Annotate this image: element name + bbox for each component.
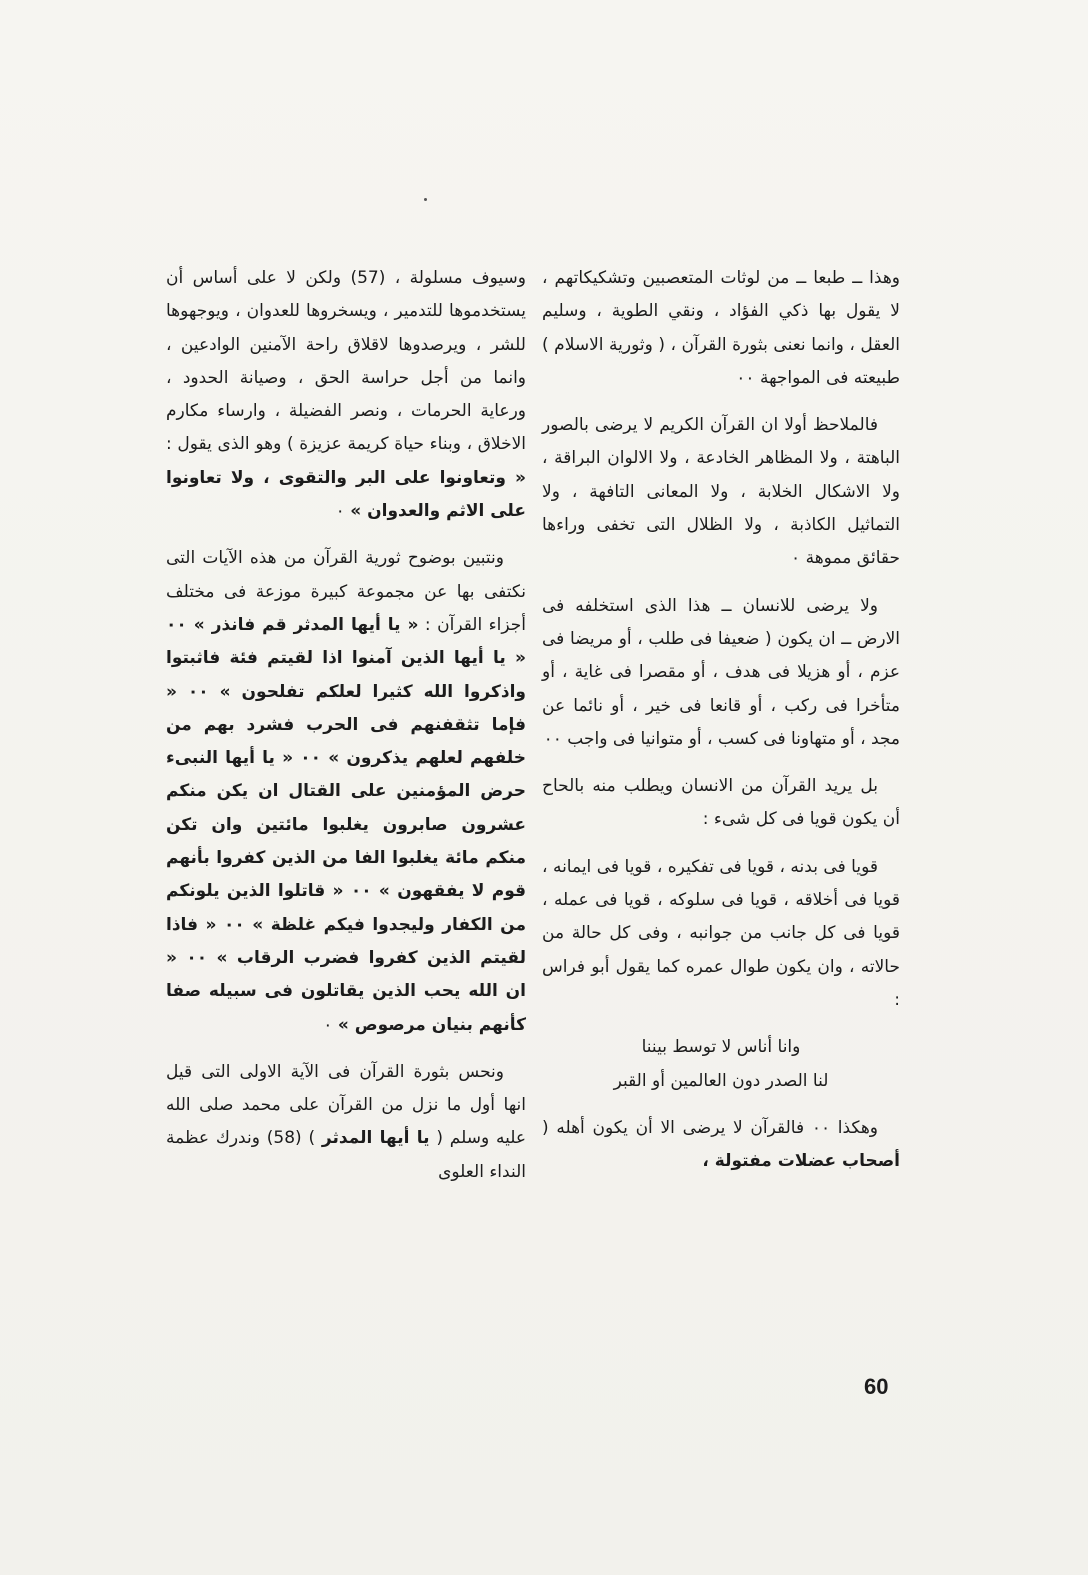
paragraph-text: ) (58) وندرك عظمة النداء العلوى [166, 1128, 526, 1182]
bold-text: أصحاب عضلات مفتولة ، [702, 1151, 900, 1172]
paragraph: قويا فى بدنه ، قويا فى تفكيره ، قويا فى ايمانه ، قويا فى أخلاقه ، قويا فى سلوكه ، قويا فى عمله ، قويا فى كل جانب من جوانبه ، وفى كل حالة من حالاته ، وان يكون طوال عمره كما يقول أبو فراس : [542, 856, 900, 1010]
paragraph-text: ونحس بثورة القرآن فى الآية الاولى التى قيل انها أول ما نزل من القرآن على محمد صلى الله عليه وسلم ( [166, 1061, 526, 1149]
page-number: 60 [864, 1374, 889, 1399]
quran-verse-bold: « وتعاونوا على البر والتقوى ، ولا تعاونوا على الاثم والعدوان » [166, 467, 526, 522]
paragraph [542, 1112, 900, 1179]
quran-verse-bold: يا أيها المدثر [321, 1128, 430, 1149]
poem-verse [542, 1031, 900, 1064]
paragraph [166, 542, 526, 1041]
print-speck [424, 198, 427, 201]
left-text-column [166, 262, 526, 1203]
verse-line: وانا أناس لا توسط بيننا [641, 1037, 801, 1058]
paragraph-text: ونتبين بوضوح ثورية القرآن من هذه الآيات التى نكتفى بها عن مجموعة كبيرة موزعة فى مختلف أجزاء القرآن : [166, 548, 526, 635]
paragraph-text: ٠ [335, 501, 351, 522]
paragraph-text: وسيوف مسلولة ، (57) ولكن لا على أساس أن يستخدموها للتدمير ، ويسخروها للعدوان ، ويوجهوها للشر ، ويرصدوها لاقلاق راحة الآمنين الوادعين ، وانما من أجل حراسة الحق ، وصيانة الحدود ، ورعاية الحرمات ، ونصر الفضيلة ، وارساء مكارم الاخلاق ، وبناء حياة كريمة عزيزة ) وهو الذى يقول : [166, 268, 526, 455]
poem-verse [542, 1065, 900, 1098]
right-text-column [542, 262, 900, 1192]
paragraph: ولا يرضى للانسان ــ هذا الذى استخلفه فى الارض ــ ان يكون ( ضعيفا فى طلب ، أو مريضا فى عزم ، أو هزيلا فى هدف ، أو مقصرا فى غاية ، أو متأخرا فى ركب ، أو قانعا فى خير ، أو نائما عن مجد ، أو متهاونا فى كسب ، أو متوانيا فى واجب ٠٠ [542, 595, 900, 749]
paragraph [166, 262, 526, 528]
paragraph-text: ٠ [323, 1014, 338, 1035]
quran-verses-bold: « يا أيها المدثر قم فانذر » ٠٠ « يا أيها الذين آمنوا اذا لقيتم فئة فاثبتوا واذكروا الله كثيرا لعلكم تفلحون » ٠٠ « فإما تثقفنهم فى الحرب فشرد بهم من خلفهم لعلهم يذكرون » ٠٠ « يا أيها النبىء حرض المؤمنين على القتال ان يكن منكم عشرون صابرون يغلبوا مائتين وان تكن منكم مائة يغلبوا الفا من الذين كفروا بأنهم قوم لا يفقهون » ٠٠ « قاتلوا الذين يلونكم من الكفار وليجدوا فيكم غلظة » ٠٠ « فاذا لقيتم الذين كفروا فضرب الرقاب » ٠٠ « ان الله يحب الذين يقاتلون فى سبيله صفا كأنهم بنيان مرصوص » [166, 614, 526, 1035]
paragraph: بل يريد القرآن من الانسان ويطلب منه بالحاح أن يكون قويا فى كل شىء : [542, 776, 900, 830]
verse-line: لنا الصدر دون العالمين أو القبر [613, 1070, 829, 1091]
paragraph: فالملاحظ أولا ان القرآن الكريم لا يرضى بالصور الباهتة ، ولا المظاهر الخادعة ، ولا الالوان البراقة ، ولا الاشكال الخلابة ، ولا المعانى التافهة ، ولا التماثيل الكاذبة ، ولا الظلال التى تخفى وراءها حقائق مموهة ٠ [542, 415, 900, 569]
paragraph-text: وهكذا ٠٠ فالقرآن لا يرضى الا أن يكون أهله ( [542, 1117, 878, 1138]
paragraph: وهذا ــ طبعا ــ من لوثات المتعصبين وتشكيكاتهم ، لا يقول بها ذكي الفؤاد ، ونقي الطوية ، وسليم العقل ، وانما نعنى بثورة القرآن ، ( وثورية الاسلام ) طبيعته فى المواجهة ٠٠ [542, 268, 900, 388]
paragraph [166, 1056, 526, 1189]
